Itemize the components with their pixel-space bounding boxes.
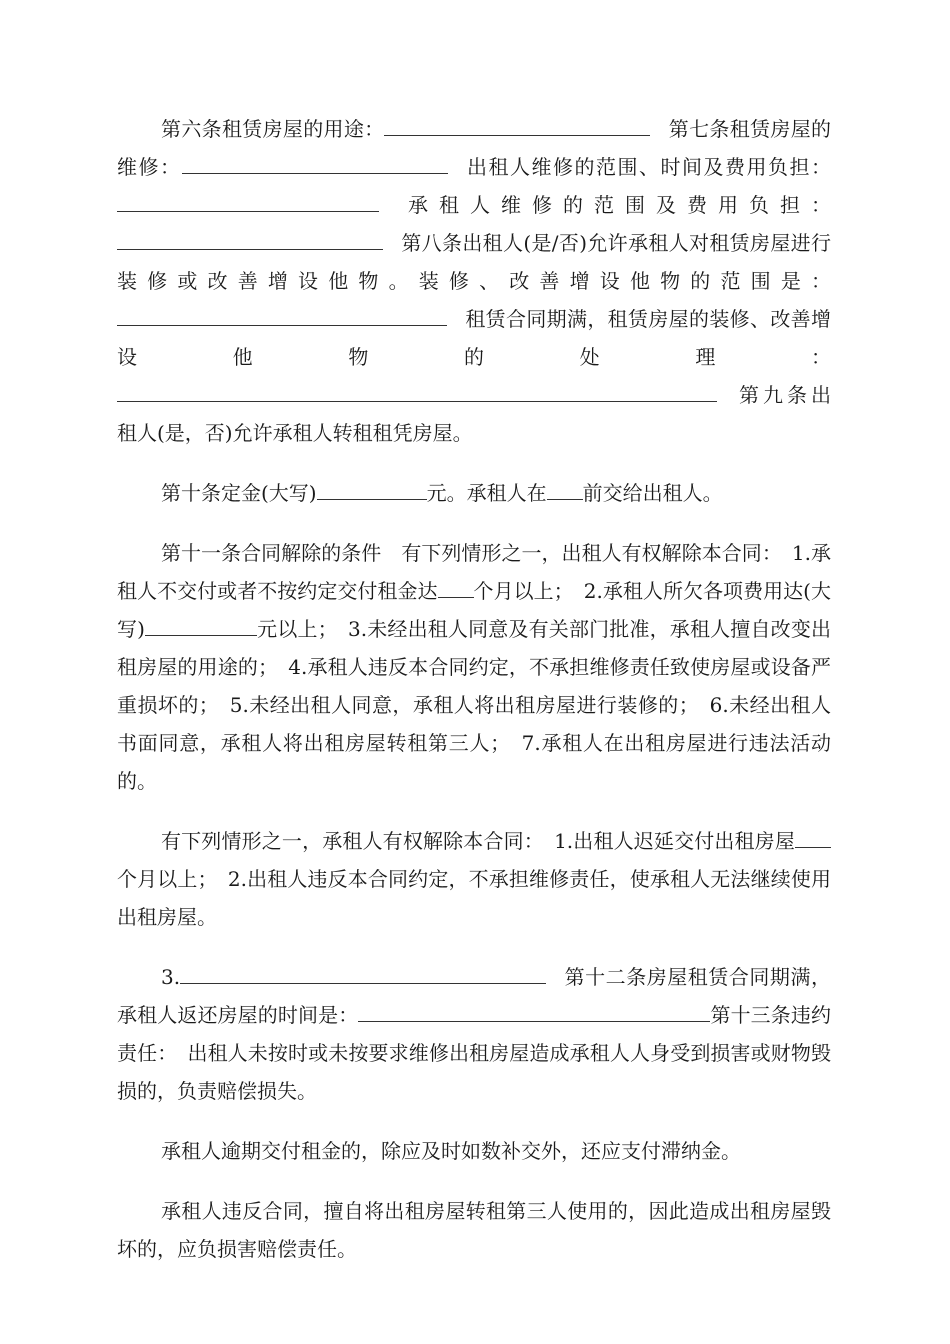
article-10-paragraph: [117, 474, 831, 512]
blank-field[interactable]: [117, 189, 379, 212]
blank-field[interactable]: [117, 379, 717, 402]
article-11-paragraph: [117, 534, 831, 800]
blank-field[interactable]: [438, 575, 474, 598]
termination-text-3: 元以上； 3.未经出租人同意及有关部门批准，承租人擅自改变出租房屋的用途的； 4.承租人违反本合同约定，不承担维修责任致使房屋或设备严重损坏的； 5.未经出租人同意，承租人将出租房屋进行装修的； 6.未经出租人书面同意，承租人将出租房屋转租第三人； 7.承租人在出租房屋进行违法活动的。: [117, 617, 831, 793]
lessee-termination-paragraph: [117, 822, 831, 936]
blank-field[interactable]: [795, 825, 831, 848]
article-9-text: 第九条出租人(是，否)允许承租人转租租凭房屋。: [117, 383, 831, 445]
document-page: [117, 110, 831, 1268]
deposit-text-2: 元。承租人在: [426, 481, 547, 505]
blank-field[interactable]: [180, 961, 546, 984]
late-payment-text: 承租人逾期交付租金的，除应及时如数补交外，还应支付滞纳金。: [161, 1139, 741, 1163]
article-7-text: 第七条租赁房屋的维修：: [117, 117, 832, 179]
lessee-termination-text: 有下列情形之一，承租人有权解除本合同： 1.出租人迟延交付出租房屋: [161, 829, 795, 853]
article-6-text: 第六条租赁房屋的用途：: [161, 117, 385, 141]
deposit-text: 第十条定金(大写): [161, 481, 317, 505]
article-8-text: 第八条出租人(是/否)允许承租人对租赁房屋进行装修或改善增设他物。装修、改善增设他物的范围是：: [117, 231, 831, 293]
sublease-text: 承租人违反合同，擅自将出租房屋转租第三人使用的，因此造成出租房屋毁坏的，应负损害赔偿责任。: [117, 1199, 831, 1261]
lessee-repair-text: 承租人维修的范围及费用负担：: [397, 193, 831, 217]
termination-text-2: 个月以上； 2.承租人所欠各项费用达(大写): [117, 579, 832, 641]
blank-field[interactable]: [384, 113, 650, 136]
sublease-paragraph: [117, 1192, 831, 1268]
item-3-number: 3.: [161, 965, 181, 989]
blank-field[interactable]: [145, 613, 257, 636]
blank-field[interactable]: [117, 303, 447, 326]
article-12-13-paragraph: [117, 958, 831, 1110]
deposit-text-3: 前交给出租人。: [582, 481, 723, 505]
blank-field[interactable]: [358, 999, 710, 1022]
article-12-text: 第十二条房屋租赁合同期满，承租人返还房屋的时间是：: [117, 965, 831, 1027]
article-6-9-paragraph: [117, 110, 831, 452]
lessor-repair-text: 出租人维修的范围、时间及费用负担：: [465, 155, 831, 179]
blank-field[interactable]: [182, 151, 448, 174]
termination-text: 第十一条合同解除的条件 有下列情形之一，出租人有权解除本合同： 1.承租人不交付或者不按约定交付租金达: [117, 541, 831, 603]
decoration-handling-text: 租赁合同期满，租赁房屋的装修、改善增设他物的处理：: [117, 307, 831, 369]
late-payment-paragraph: [117, 1132, 831, 1170]
blank-field[interactable]: [547, 477, 583, 500]
article-13-text: 第十三条违约责任： 出租人未按时或未按要求维修出租房屋造成承租人人身受到损害或财物毁损的，负责赔偿损失。: [117, 1003, 832, 1103]
lessee-termination-text-2: 个月以上； 2.出租人违反本合同约定，不承担维修责任，使承租人无法继续使用出租房屋。: [117, 867, 831, 929]
blank-field[interactable]: [317, 477, 427, 500]
blank-field[interactable]: [117, 227, 383, 250]
